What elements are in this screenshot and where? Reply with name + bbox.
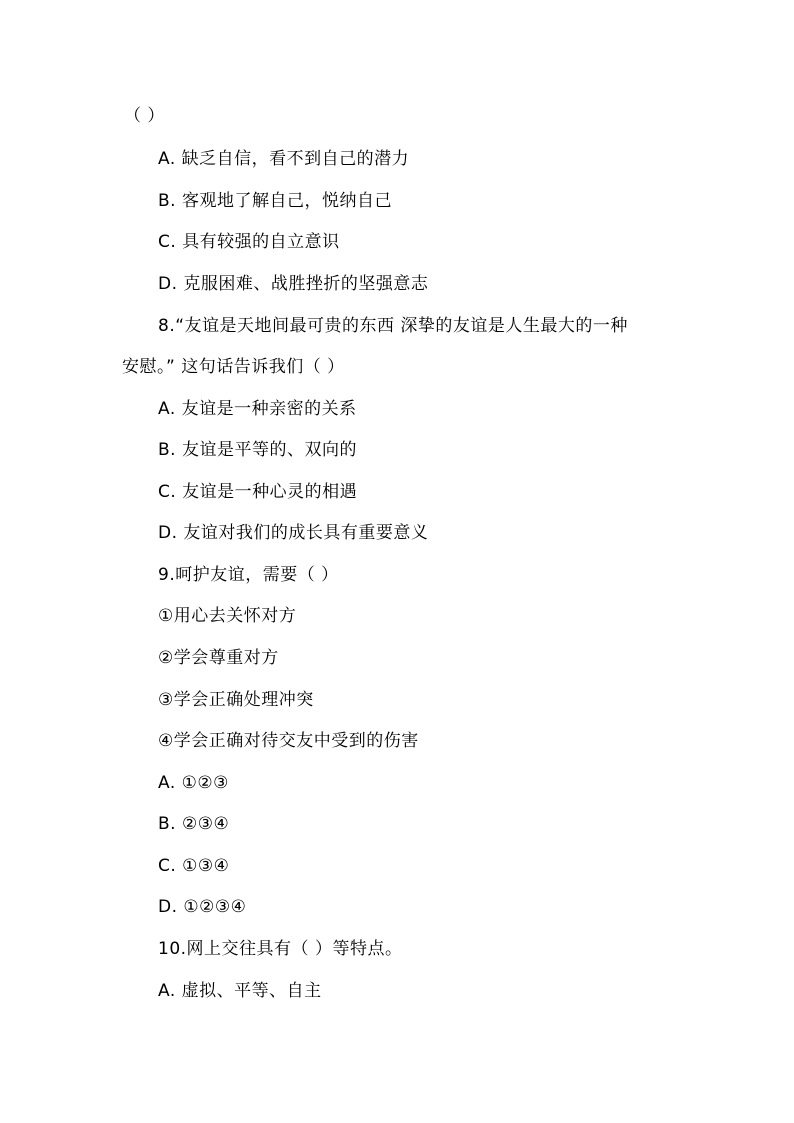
q9-option-c: C. ①③④ bbox=[158, 856, 230, 876]
q10-option-a: A. 虚拟、平等、自主 bbox=[158, 981, 322, 1001]
q7-answer-blank: （ ） bbox=[124, 106, 165, 126]
q9-statement-3: ③学会正确处理冲突 bbox=[158, 690, 314, 710]
q8-stem-line1: 8.“友谊是天地间最可贵的东西 深挚的友谊是人生最大的一种 bbox=[158, 316, 628, 336]
q9-option-a: A. ①②③ bbox=[158, 773, 229, 793]
q9-option-b: B. ②③④ bbox=[158, 814, 230, 834]
q9-stem: 9.呵护友谊，需要（ ） bbox=[158, 565, 339, 585]
q7-option-c: C. 具有较强的自立意识 bbox=[158, 232, 340, 252]
q8-option-b: B. 友谊是平等的、双向的 bbox=[158, 440, 357, 460]
q8-option-a: A. 友谊是一种亲密的关系 bbox=[158, 399, 357, 419]
q8-stem-line2: 安慰。” 这句话告诉我们（ ） bbox=[122, 357, 345, 377]
q8-option-d: D. 友谊对我们的成长具有重要意义 bbox=[158, 523, 429, 543]
q9-option-d: D. ①②③④ bbox=[158, 897, 247, 917]
q7-option-a: A. 缺乏自信，看不到自己的潜力 bbox=[158, 149, 410, 169]
q7-option-b: B. 客观地了解自己，悦纳自己 bbox=[158, 191, 392, 211]
q10-stem: 10.网上交往具有（ ）等特点。 bbox=[158, 939, 403, 959]
q9-statement-4: ④学会正确对待交友中受到的伤害 bbox=[158, 731, 419, 751]
q7-option-d: D. 克服困难、战胜挫折的坚强意志 bbox=[158, 274, 429, 294]
q9-statement-2: ②学会尊重对方 bbox=[158, 648, 279, 668]
q8-option-c: C. 友谊是一种心灵的相遇 bbox=[158, 482, 358, 502]
q9-statement-1: ①用心去关怀对方 bbox=[158, 606, 297, 626]
